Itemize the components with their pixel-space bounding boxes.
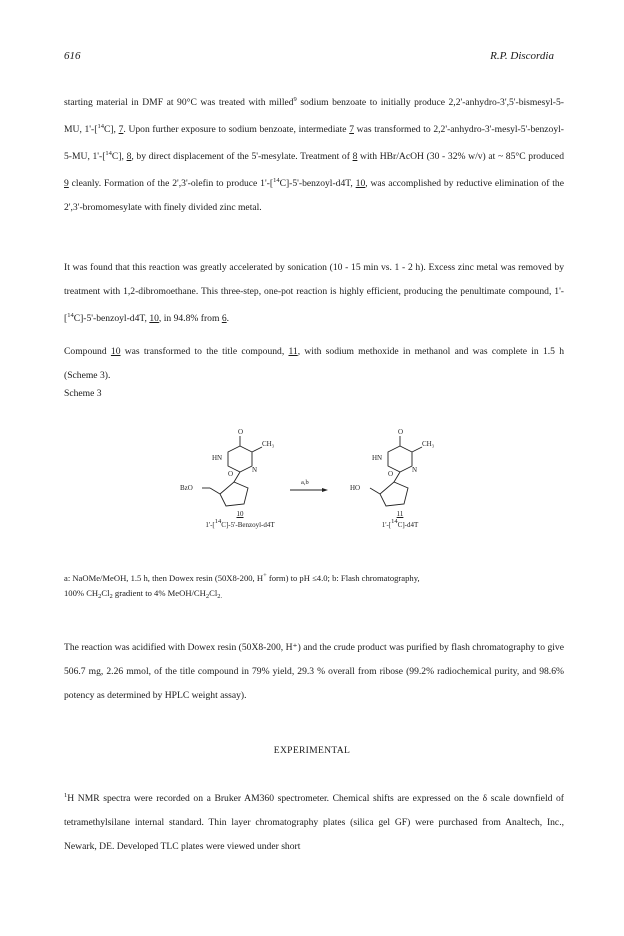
n-left: N xyxy=(252,466,258,474)
reagent-label: a,b xyxy=(301,479,309,486)
nh-right: HN xyxy=(372,454,383,462)
compound-ref: 7 xyxy=(349,124,354,135)
ho-right: HO xyxy=(350,484,361,492)
bzo-left: BzO xyxy=(180,484,193,492)
n-right: N xyxy=(412,466,418,474)
methyl-right: CH₃ xyxy=(422,440,435,448)
running-header-author: R.P. Discordia xyxy=(490,50,554,62)
compound-ref: 10 xyxy=(149,313,159,324)
compound-10-label: 10 1'-[14C]-5'-Benzoyl-d4T xyxy=(205,510,275,529)
paragraph-3: Compound 10 was transformed to the title compound, 11, with sodium methoxide in methanol and was complete in 1.5 h (Scheme 3). xyxy=(64,346,564,381)
compound-ref: 8 xyxy=(352,151,358,162)
compound-ref: 10 xyxy=(110,346,121,357)
nh-left: HN xyxy=(212,454,223,462)
paragraph-4: The reaction was acidified with Dowex resin (50X8-200, H⁺) and the crude product was purified by flash chromatography to give 506.7 mg, 2.26 mmol, of the title compound in 79% yield, 29.3 % overall from ribose (99.2% radiochemical purity, and 98.6% potency as determined by HPLC weight assay). xyxy=(64,642,564,701)
o-left: O xyxy=(228,470,234,478)
page-number: 616 xyxy=(64,50,81,62)
scheme-footnote: a: NaOMe/MeOH, 1.5 h, then Dowex resin (50X8-200, H+ form) to pH ≤4.0; b: Flash chromatography, 100% $CH_2Cl_2$ gradient to 4% MeOH/$CH_2Cl_{2.}$ xyxy=(64,572,420,600)
carbonyl-o-right: O xyxy=(398,428,404,436)
o-right: O xyxy=(388,470,394,478)
methyl-left: CH₃ xyxy=(262,440,275,448)
paragraph-2: It was found that this reaction was greatly accelerated by sonication (10 - 15 min vs. 1 - 2 h). Excess zinc metal was removed by treatment with 1,2-dibromoethane. This three-step, one-pot reaction is highly efficient, producing the penultimate compound, 1'-[$^{14}$C]-5'-benzoyl-d4T, 10, in 94.8% from 6. xyxy=(64,262,564,324)
compound-ref: 11 xyxy=(288,346,298,357)
compound-ref: 10 xyxy=(355,178,366,189)
arrow-head xyxy=(322,488,328,492)
compound-ref: 9 xyxy=(64,178,69,189)
compound-11-label: 11 1'-[14C]-d4T xyxy=(381,510,419,529)
scheme-label: Scheme 3 xyxy=(64,388,102,399)
compound-ref: 8 xyxy=(126,151,132,162)
reaction-scheme xyxy=(150,422,450,534)
carbonyl-o-left: O xyxy=(238,428,244,436)
compound-ref: 6 xyxy=(221,313,227,324)
compound-ref: 7 xyxy=(118,124,124,135)
section-heading: EXPERIMENTAL xyxy=(273,745,351,756)
paragraph-1: starting material in DMF at 90°C was treated with milled$^9$ sodium benzoate to initially produce 2,2'-anhydro-3',5'-bismesyl-5-MU, 1'-[$^{14}$C], 7. Upon further exposure to sodium benzoate, intermediate 7 was transformed to 2,2'-anhydro-3'-mesyl-5'-benzoyl-5-MU, 1'-[$^{14}$C], 8, by direct displacement of the 5'-mesylate. Treatment of 8 with HBr/AcOH (30 - 32% w/v) at ~ 85°C produced 9 cleanly. Formation of the 2',3'-olefin to produce 1'-[$^{14}$C]-5'-benzoyl-d4T, 10, was accomplished by reductive elimination of the 2',3'-bromomesylate with finely divided zinc metal. xyxy=(64,96,565,213)
paragraph-5: $^1$H NMR spectra were recorded on a Bruker AM360 spectrometer. Chemical shifts are expressed on the δ scale downfield of tetramethylsilane internal standard. Thin layer chromatography plates (silica gel GF) were purchased from Analtech, Inc., Newark, DE. Developed TLC plates were viewed under short xyxy=(64,792,564,852)
